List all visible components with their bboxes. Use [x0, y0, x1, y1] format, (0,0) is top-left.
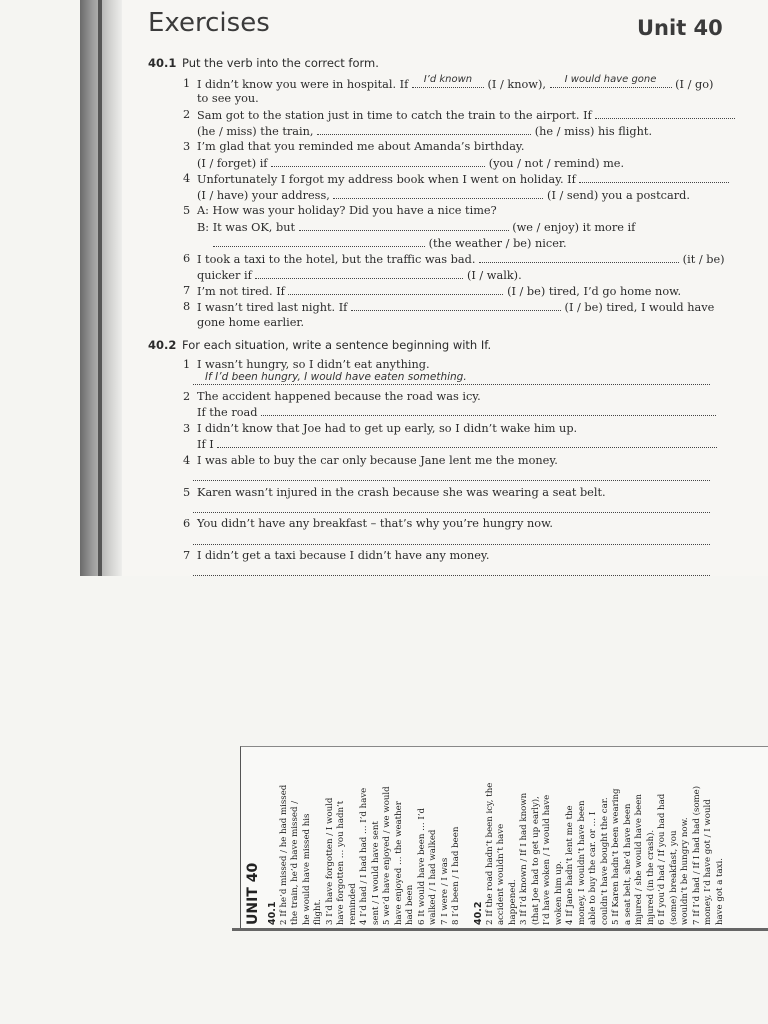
answer-blank[interactable] — [261, 405, 716, 416]
answer-key-edge — [232, 928, 768, 931]
exercise-line: I wasn’t hungry, so I didn’t eat anything. — [197, 358, 430, 371]
exercise-line: I didn’t get a taxi because I didn’t have any money. — [197, 549, 490, 562]
answer-key-line: 3 If I’d known / If I had known — [519, 792, 529, 925]
item-number: 7 — [183, 549, 191, 562]
answer-blank[interactable] — [333, 188, 543, 199]
answer-key-line: couldn’t have bought the car. — [599, 797, 610, 925]
answer-blank[interactable] — [579, 172, 729, 183]
exercise-40-1-heading: 40.1 Put the verb into the correct form. — [148, 56, 379, 70]
answer-blank[interactable] — [595, 108, 735, 119]
answer-blank[interactable] — [299, 220, 509, 231]
answer-blank[interactable] — [288, 284, 503, 295]
answer-key-line: a seat belt, she’d have been — [622, 803, 633, 925]
answer-key-section-heading: 40.1 — [267, 901, 278, 925]
item-number: 3 — [183, 140, 191, 153]
answer-blank[interactable] — [317, 124, 531, 135]
answer-key-line: 3 I’d have forgotten / I would — [324, 797, 335, 925]
exercise-line: If the road — [197, 405, 716, 420]
answer-key-line: 2 If the road hadn’t been icy, the — [484, 782, 495, 925]
book-spine-edge — [98, 0, 102, 576]
answer-key-title: UNIT 40 — [245, 862, 261, 925]
answer-key-line: 6 It would have been … I’d — [416, 807, 427, 925]
item-number: 2 — [183, 108, 191, 121]
exercise-line: I didn’t know that Joe had to get up early, so I didn’t wake him up. — [197, 422, 578, 435]
answer-key-line: 7 I were / I was — [439, 857, 450, 925]
answer-key-line: I’d have woken / I would have — [542, 794, 552, 925]
answer-blank[interactable] — [351, 300, 561, 311]
answer-blank[interactable] — [479, 252, 679, 263]
exercise-line: Sam got to the station just in time to catch the train to the airport. If — [197, 108, 735, 123]
answer-key-column-40-2 — [473, 783, 726, 925]
exercise-line: A: How was your holiday? Did you have a nice time? — [197, 204, 497, 217]
answer-blank[interactable]: I’d known — [412, 77, 484, 88]
answer-key-line: have enjoyed … the weather — [393, 801, 404, 925]
exercise-line: If I — [197, 437, 717, 452]
unit-heading: Unit 40 — [637, 16, 723, 40]
answer-line[interactable] — [193, 575, 710, 576]
answer-key-line: he would have missed his — [301, 813, 312, 925]
answer-key-line: walked / I had walked — [428, 829, 438, 925]
answer-key-line: 4 If Jane hadn’t lent me the — [565, 805, 575, 925]
exercise-line: I’m glad that you reminded me about Amanda’s birthday. — [197, 140, 525, 153]
item-number: 1 — [183, 77, 191, 90]
item-number: 7 — [183, 284, 191, 297]
answer-key-line: 4 I’d had / I had had … I’d have — [359, 787, 369, 925]
answer-blank[interactable] — [217, 437, 717, 448]
item-number: 4 — [183, 454, 191, 467]
answer-key-line: sent / I would have sent — [370, 821, 381, 925]
item-number: 1 — [183, 358, 191, 371]
answer-key-line: 2 If he’d missed / he had missed — [278, 784, 289, 925]
answer-key-column-40-1 — [267, 785, 463, 925]
exercise-line: I was able to buy the car only because Jane lent me the money. — [197, 454, 558, 467]
answer-key-line: 5 If Karen hadn’t been wearing — [611, 788, 621, 925]
exercise-line: I didn’t know you were in hospital. If I’d known (I / know), I would have gone (I / go) — [197, 74, 714, 91]
answer-key-section-heading: 40.2 — [473, 901, 484, 925]
answer-key-line: the train, he’d have missed / — [290, 800, 300, 925]
handwritten-answer: If I’d been hungry, I would have eaten something. — [205, 371, 467, 383]
answer-key-line: injured / she would have been — [634, 794, 644, 925]
answer-blank[interactable]: I would have gone — [550, 77, 672, 88]
answer-line[interactable] — [193, 512, 710, 513]
item-number: 6 — [183, 252, 191, 265]
answer-key-line: 7 If I’d had / If I had had (some) — [691, 785, 702, 925]
answer-key-line: had been — [405, 884, 415, 925]
exercise-line: to see you. — [197, 92, 259, 105]
exercise-line: (I / forget) if (you / not / remind) me. — [197, 157, 625, 170]
answer-key-line: reminded — [347, 883, 358, 925]
exercise-line: gone home earlier. — [197, 316, 305, 329]
exercise-line: B: It was OK, but (we / enjoy) it more if — [197, 221, 636, 234]
item-number: 3 — [183, 422, 191, 435]
answer-key-line: flight. — [313, 899, 323, 925]
answer-key-line: wouldn’t be hungry now. — [680, 817, 690, 925]
exercise-line: I wasn’t tired last night. If (I / be) tired, I would have — [197, 301, 715, 314]
answer-key-line: (some) breakfast, you — [668, 830, 679, 925]
answer-line[interactable] — [193, 480, 710, 481]
answer-line[interactable] — [193, 544, 710, 545]
answer-blank[interactable] — [255, 268, 463, 279]
answer-key-line: 5 we’d have enjoyed / we would — [382, 786, 392, 925]
answer-key-line: have forgotten … you hadn’t — [336, 800, 346, 925]
answer-key-line: money, I’d have got / I would — [703, 799, 713, 925]
item-number: 5 — [183, 486, 191, 499]
exercise-line: The accident happened because the road was icy. — [197, 390, 481, 403]
exercise-line: I’m not tired. If (I / be) tired, I’d go home now. — [197, 285, 682, 298]
exercise-line: I took a taxi to the hotel, but the traffic was bad. (it / be) — [197, 253, 725, 266]
answer-key-line: (that Joe had to get up early), — [530, 796, 541, 925]
exercise-line: You didn’t have any breakfast – that’s why you’re hungry now. — [197, 517, 553, 530]
exercise-line: quicker if (I / walk). — [197, 269, 522, 282]
item-number: 6 — [183, 517, 191, 530]
answer-key-line: money, I wouldn’t have been — [576, 800, 587, 925]
exercise-40-2-heading: 40.2 For each situation, write a sentence beginning with If. — [148, 338, 492, 352]
item-number: 5 — [183, 204, 191, 217]
exercise-line: Karen wasn’t injured in the crash because she was wearing a seat belt. — [197, 486, 606, 499]
item-number: 4 — [183, 172, 191, 185]
answer-blank[interactable] — [213, 236, 425, 247]
exercise-line: (he / miss) the train, (he / miss) his flight. — [197, 125, 653, 138]
answer-key-line: 6 If you’d had / If you had had — [657, 793, 667, 925]
item-number: 2 — [183, 390, 191, 403]
answer-line[interactable] — [193, 384, 710, 385]
page-heading: Exercises — [148, 8, 270, 38]
exercise-line: (the weather / be) nicer. — [213, 236, 567, 251]
answer-key-line: 8 I’d been / I had been — [451, 826, 461, 925]
answer-key-line: accident wouldn’t have — [496, 823, 506, 925]
answer-key-line: have got a taxi. — [714, 858, 725, 925]
answer-key-strip — [240, 746, 768, 931]
exercise-line: Unfortunately I forgot my address book when I went on holiday. If — [197, 172, 729, 187]
item-number: 8 — [183, 300, 191, 313]
answer-key-line: happened. — [507, 879, 518, 925]
exercise-line: (I / have) your address, (I / send) you a postcard. — [197, 189, 690, 202]
answer-key-line: woken him up. — [553, 860, 564, 925]
answer-key-line: injured (in the crash). — [645, 829, 656, 925]
answer-blank[interactable] — [271, 156, 485, 167]
answer-key-line: able to buy the car. or … I — [588, 811, 598, 925]
answer-key-rotated-content — [241, 747, 768, 931]
